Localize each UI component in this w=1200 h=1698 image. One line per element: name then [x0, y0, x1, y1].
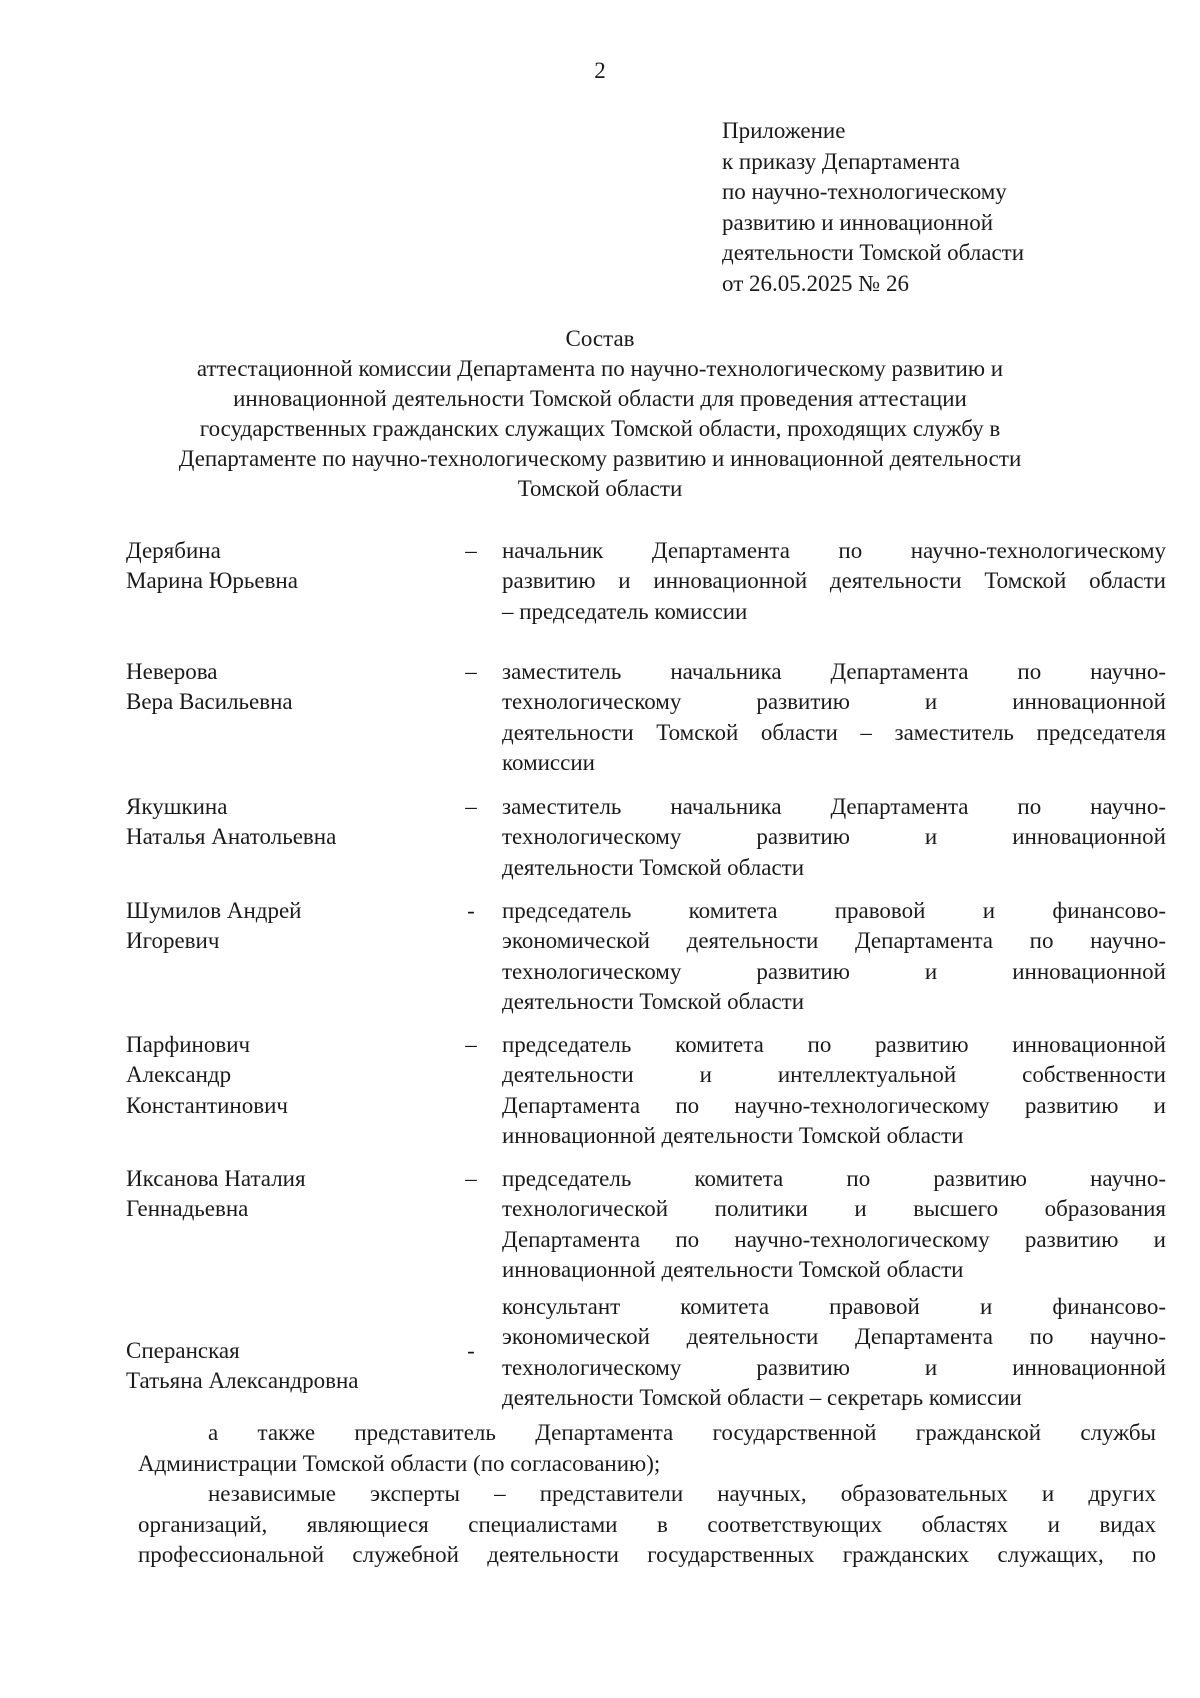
member-dash: –: [465, 659, 477, 684]
appendix-line: развитию и инновационной: [722, 209, 994, 235]
member-position: консультант комитета правовой и финансово- экономической деятельности Департамента по научно- технологическому развитию и инновационной деятельности Томской области – секретарь комиссии: [502, 1294, 1166, 1410]
member-position: председатель комитета по развитию инновационной деятельности и интеллектуальной собственности Департамента по научно-технологическому развитию и инновационной деятельности Томской области: [502, 1032, 1166, 1148]
paragraph-line: организаций, являющиеся специалистами в соответствующих областях и видах: [138, 1511, 1156, 1537]
member-position: председатель комитета по развитию научно- технологической политики и высшего образования Департамента по научно-технологическому развитию и инновационной деятельности Томской области: [502, 1166, 1166, 1282]
appendix-header: [722, 116, 1162, 299]
appendix-line: Приложение: [722, 118, 846, 143]
document-title: [100, 324, 1100, 504]
page-number: 2: [594, 58, 606, 83]
paragraph-line: а также представитель Департамента государственной гражданской службы: [208, 1420, 1156, 1445]
member-name: Неверова Вера Васильевна: [126, 659, 293, 715]
member-position: начальник Департамента по научно-технологическому развитию и инновационной деятельности Томской области – председатель комиссии: [502, 538, 1166, 624]
paragraph-line: профессиональной служебной деятельности государственных гражданских служащих, по: [138, 1542, 1156, 1567]
appendix-line: по научно-технологическому: [722, 179, 1007, 204]
title-line: Департаменте по научно-технологическому развитию и инновационной деятельности: [178, 446, 1022, 471]
member-dash: -: [467, 898, 475, 923]
member-name: Шумилов Андрей Игоревич: [126, 898, 302, 954]
member-name: Парфинович Александр Константинович: [126, 1032, 288, 1118]
appendix-date-number: от 26.05.2025 № 26: [722, 270, 909, 296]
member-position: заместитель начальника Департамента по научно- технологическому развитию и инновационной деятельности Томской области: [502, 794, 1166, 880]
member-dash: –: [465, 1166, 477, 1191]
member-dash: -: [467, 1338, 475, 1363]
closing-paragraphs: [138, 1418, 1156, 1571]
paragraph-line: Администрации Томской области (по согласованию);: [138, 1450, 661, 1476]
member-dash: –: [465, 794, 477, 819]
member-dash: –: [465, 538, 477, 563]
paragraph-line: независимые эксперты – представители научных, образовательных и других: [208, 1481, 1156, 1506]
appendix-line: к приказу Департамента: [722, 148, 960, 174]
member-name: Иксанова Наталия Геннадьевна: [126, 1166, 306, 1222]
member-name: Якушкина Наталья Анатольевна: [126, 794, 337, 850]
title-line: государственных гражданских служащих Томской области, проходящих службу в: [199, 416, 1001, 441]
member-position: председатель комитета правовой и финансово- экономической деятельности Департамента по научно- технологическому развитию и инновационной деятельности Томской области: [502, 898, 1166, 1014]
title-line: Томской области: [517, 476, 683, 501]
member-name: Сперанская Татьяна Александровна: [126, 1338, 359, 1394]
member-name: Дерябина Марина Юрьевна: [126, 538, 298, 594]
member-dash: –: [465, 1032, 477, 1057]
appendix-line: деятельности Томской области: [722, 240, 1025, 265]
title-line: аттестационной комиссии Департамента по научно-технологическому развитию и: [196, 356, 1004, 381]
title-heading: Состав: [565, 326, 635, 351]
title-line: инновационной деятельности Томской области для проведения аттестации: [233, 386, 967, 411]
member-position: заместитель начальника Департамента по научно- технологическому развитию и инновационной деятельности Томской области – заместитель председателя комиссии: [502, 659, 1166, 775]
